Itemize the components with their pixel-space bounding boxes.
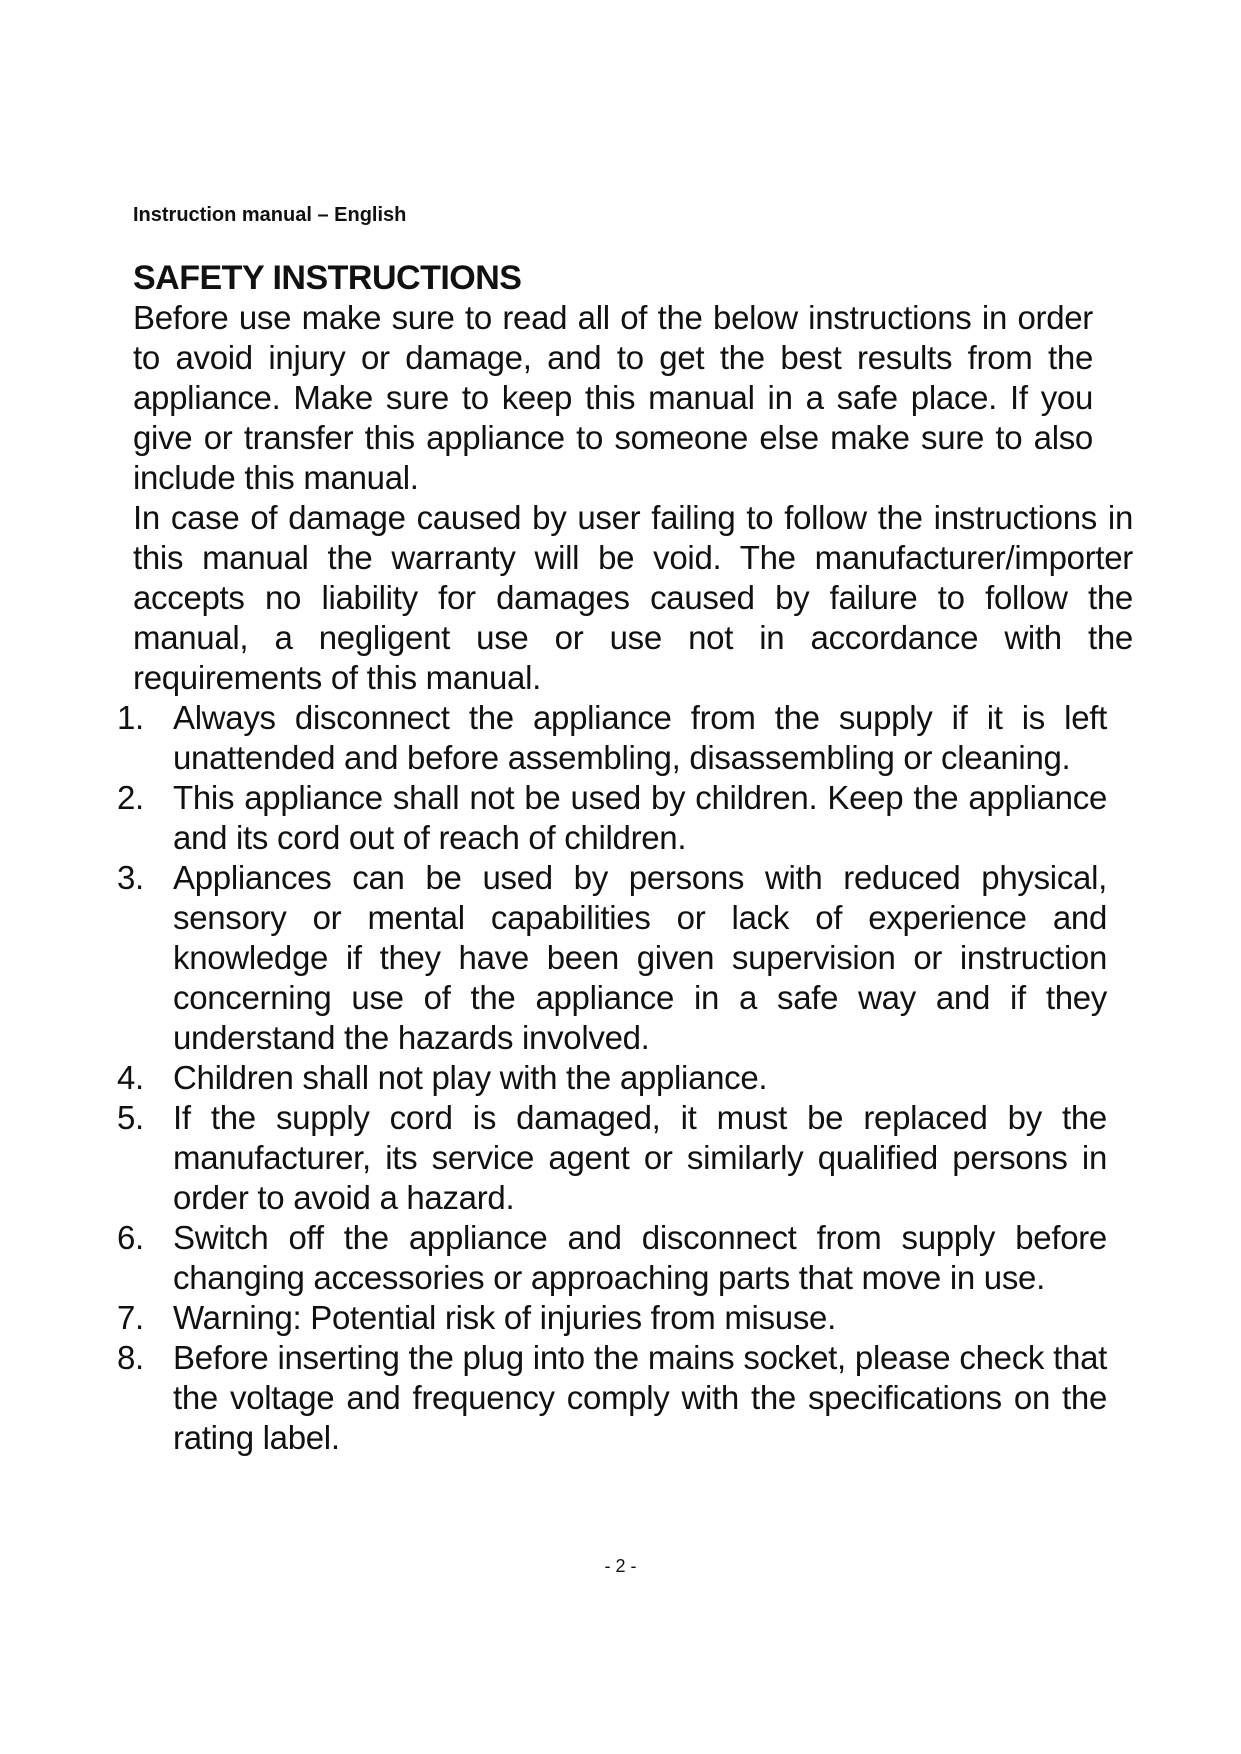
list-item [117,1298,1107,1338]
list-item-number: 1. [117,699,144,736]
list-item-number: 5. [117,1099,144,1136]
list-item [117,1338,1107,1458]
list-item-text: Before inserting the plug into the mains socket, please check that the voltage and frequency comply with the specifications on the rating label. [173,1339,1107,1456]
list-item [117,1058,1107,1098]
safety-section [117,258,1133,1458]
list-item-text: Always disconnect the appliance from the supply if it is left unattended and before assembling, disassembling or cleaning. [173,699,1107,776]
list-item [117,1218,1107,1298]
intro-paragraph: Before use make sure to read all of the below instructions in order to avoid injury or damage, and to get the best results from the appliance. Make sure to keep this manual in a safe place. If you give or transfer this appliance to someone else make sure to also include this manual. [133,299,1093,496]
list-item-text: Warning: Potential risk of injuries from misuse. [173,1299,836,1336]
list-item-number: 8. [117,1339,144,1376]
list-item-text: Switch off the appliance and disconnect from supply before changing accessories or approaching parts that move in use. [173,1219,1107,1296]
page-header: Instruction manual – English [133,204,407,226]
list-item-number: 3. [117,859,144,896]
list-item [117,698,1107,778]
list-item-text: This appliance shall not be used by children. Keep the appliance and its cord out of reach of children. [173,779,1107,856]
list-item-text: Appliances can be used by persons with reduced physical, sensory or mental capabilities or lack of experience and knowledge if they have been given supervision or instruction concerning use of the appliance in a safe way and if they understand the hazards involved. [173,859,1107,1056]
list-item-number: 2. [117,779,144,816]
list-item-number: 6. [117,1219,144,1256]
liability-paragraph: In case of damage caused by user failing to follow the instructions in this manual the warranty will be void. The manufacturer/importer accepts no liability for damages caused by failure to follow the manual, a negligent use or use not in accordance with the requirements of this manual. [133,499,1133,696]
page-number: - 2 - [604,1556,637,1576]
list-item-text: Children shall not play with the appliance. [173,1059,768,1096]
list-item [117,778,1107,858]
list-item [117,858,1107,1058]
list-item [117,1098,1107,1218]
list-item-number: 4. [117,1059,144,1096]
safety-list [117,698,1107,1458]
list-item-text: If the supply cord is damaged, it must be replaced by the manufacturer, its service agent or similarly qualified persons in order to avoid a hazard. [173,1099,1107,1216]
list-item-number: 7. [117,1299,144,1336]
section-title: SAFETY INSTRUCTIONS [133,259,522,297]
